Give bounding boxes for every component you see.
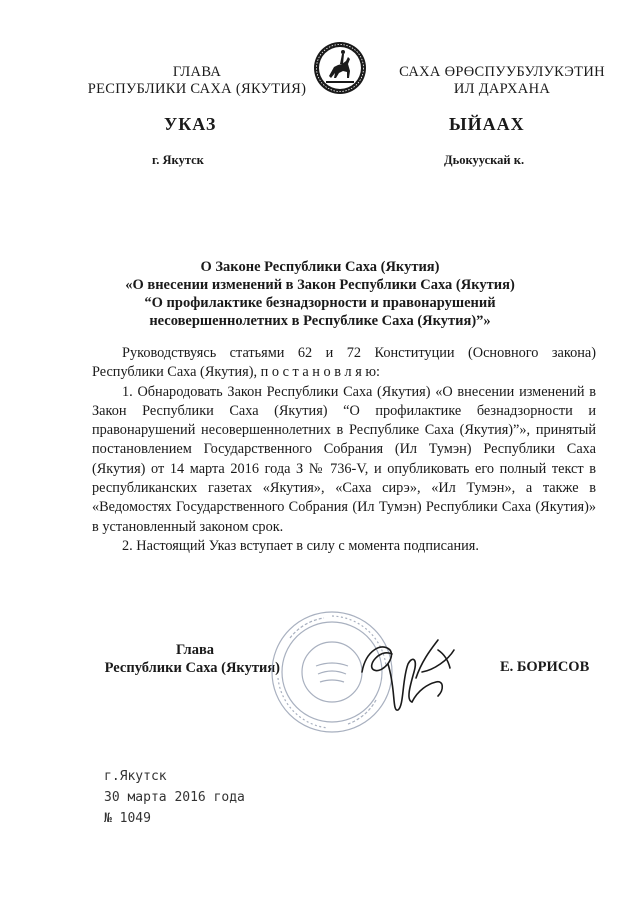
title-line3: “О профилактике безнадзорности и правонарушений xyxy=(144,295,496,311)
signatory-position-line2: Республики Саха (Якутия) xyxy=(104,660,280,676)
document-kind-russian: УКАЗ xyxy=(164,114,217,134)
handwritten-signature xyxy=(352,620,462,720)
coat-of-arms-icon xyxy=(312,40,368,96)
decree-body xyxy=(92,344,596,556)
title-line2: «О внесении изменений в Закон Республики Саха (Якутия) xyxy=(125,277,515,293)
registration-city: г.Якутск xyxy=(104,769,167,784)
header-left-line2: РЕСПУБЛИКИ САХА (ЯКУТИЯ) xyxy=(87,81,307,97)
header-right-block xyxy=(392,64,612,98)
document-kind-yakut: ЫЙААХ xyxy=(449,114,525,134)
preamble-paragraph: Руководствуясь статьями 62 и 72 Конституции (Основного закона) Республики Саха (Якутия), п о с т а н о в л я ю: xyxy=(92,345,596,381)
header-left-line1: ГЛАВА xyxy=(172,64,222,80)
header-right-line1: САХА ӨРӨСПУУБУЛУКЭТИН xyxy=(399,64,605,80)
registration-number: № 1049 xyxy=(104,811,151,826)
registration-block xyxy=(104,766,245,829)
title-line1: О Законе Республики Саха (Якутия) xyxy=(200,259,440,275)
item-1-paragraph: 1. Обнародовать Закон Республики Саха (Якутия) «О внесении изменений в Закон Республики Саха (Якутия) “О профилактике безнадзорности и правонарушений несовершеннолетних в Республике Саха (Якутия)”», принятый постановлением Государственного Собрания (Ил Тумэн) Республики Саха (Якутия) от 14 марта 2016 года З № 736-V, и опубликовать его полный текст в республиканских газетах «Якутия», «Саха сирэ», «Ил Тумэн», а также в «Ведомостях Государственного Собрания (Ил Тумэн) Республики Саха (Якутия)» в установленный законом срок. xyxy=(92,383,596,535)
place-yakut: Дьокуускай к. xyxy=(444,153,525,167)
header-left-block xyxy=(72,64,322,98)
signatory-position-line1: Глава xyxy=(175,642,215,658)
place-russian: г. Якутск xyxy=(152,153,204,167)
registration-date: 30 марта 2016 года xyxy=(104,790,245,805)
signatory-name: Е. БОРИСОВ xyxy=(500,659,590,675)
header-right-line2: ИЛ ДАРХАНА xyxy=(453,81,551,97)
signatory-position xyxy=(90,641,280,677)
decree-title xyxy=(80,258,560,330)
item-2-paragraph: 2. Настоящий Указ вступает в силу с момента подписания. xyxy=(122,537,479,554)
title-line4: несовершеннолетних в Республике Саха (Якутия)”» xyxy=(149,313,491,329)
